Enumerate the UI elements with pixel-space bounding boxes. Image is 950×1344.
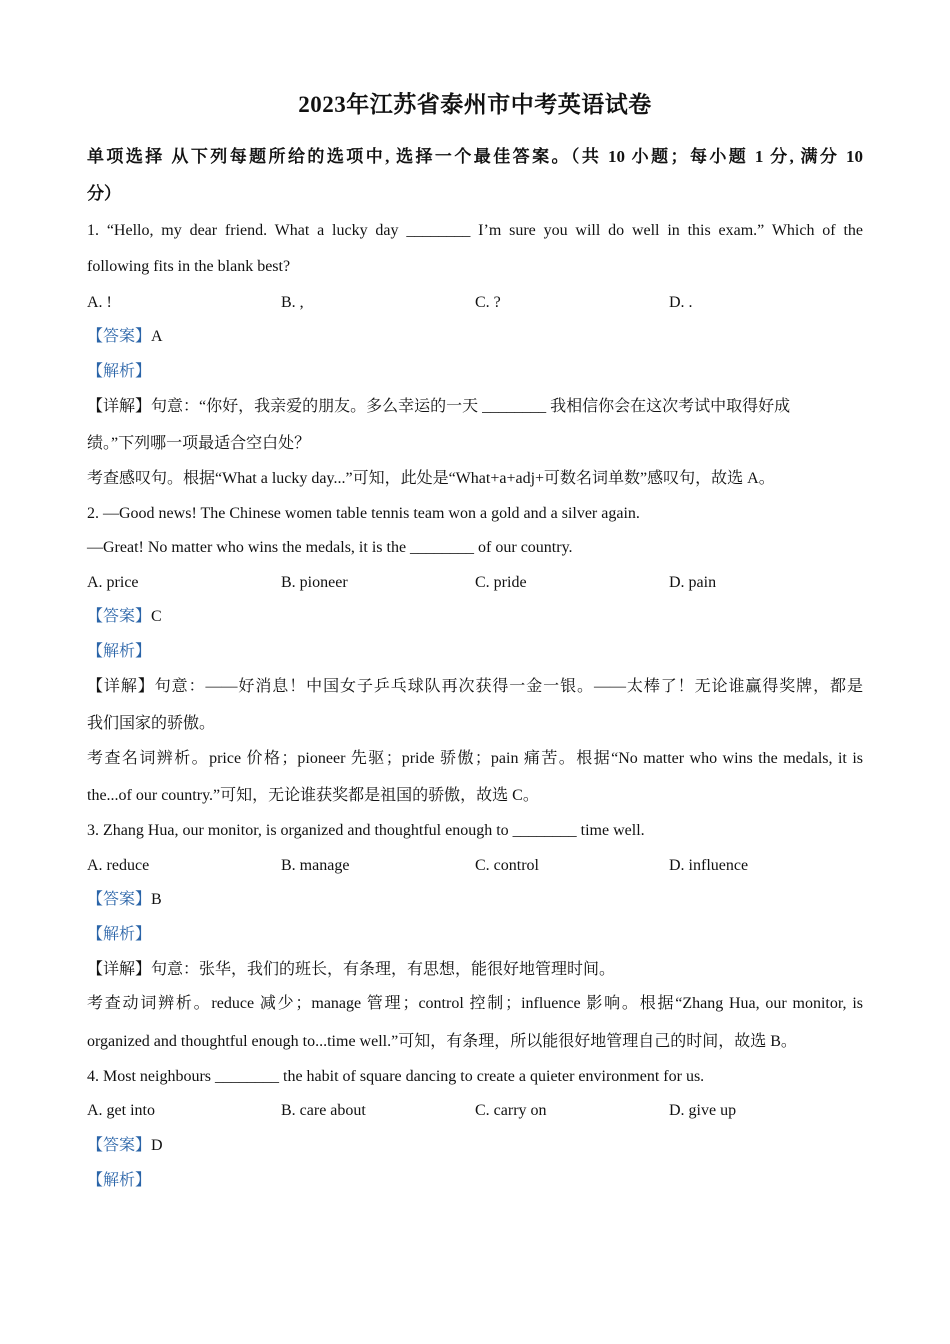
q3-option-c: C. control [475,857,539,874]
detail-label: 【详解】 [87,678,155,695]
analysis-label: 【解析】 [87,643,152,660]
analysis-label: 【解析】 [87,926,152,943]
answer-value: D [151,1137,163,1154]
q4-stem-line-1: 4. Most neighbours ________ the habit of square dancing to create a quieter environment for us. [87,1068,705,1085]
q3-detail-line-1 [87,960,863,980]
q1-option-a: A. ! [87,294,112,311]
q4-option-a: A. get into [87,1102,155,1119]
q2-option-c: C. pride [475,574,527,591]
detail-label: 【详解】 [87,398,152,415]
analysis-label: 【解析】 [87,363,152,380]
instructions-line-1: 单项选择 从下列每题所给的选项中, 选择一个最佳答案。（共 10 小题；每小题 1 分, 满分 10 [87,147,863,166]
q3-option-a: A. reduce [87,857,150,874]
q4-answer [87,1136,863,1156]
instructions-line-2: 分） [87,184,121,203]
q3-answer [87,890,863,910]
q1-analysis [87,362,863,382]
q1-detail-line-1 [87,397,863,417]
q1-explain-line-1: 考查感叹句。根据“What a lucky day...”可知，此处是“What+a+adj+可数名词单数”感叹句，故选 A。 [87,470,775,487]
q2-answer [87,607,863,627]
q2-option-a: A. price [87,574,139,591]
answer-label: 【答案】 [87,1137,152,1154]
q1-option-c: C. ? [475,294,501,311]
page-title: 2023年江苏省泰州市中考英语试卷 [298,92,652,117]
q1-option-d: D. . [669,294,693,311]
q3-analysis [87,925,863,945]
answer-value: C [151,608,162,625]
q3-option-b: B. manage [281,857,350,874]
q2-explain-line-2: the...of our country.”可知，无论谁获奖都是祖国的骄傲，故选 C。 [87,787,539,804]
q3-explain-line-2: organized and thoughtful enough to...time well.”可知，有条理，所以能很好地管理自己的时间，故选 B。 [87,1033,797,1050]
q2-option-d: D. pain [669,574,717,591]
answer-value: B [151,891,162,908]
detail-text: 句意：——好消息！中国女子乒乓球队再次获得一金一银。——太棒了！无论谁赢得奖牌，都是 [154,678,863,695]
q4-option-c: C. carry on [475,1102,547,1119]
answer-label: 【答案】 [87,328,152,345]
q2-analysis [87,642,863,662]
q4-analysis [87,1171,863,1191]
q1-stem-line-1: 1. “Hello, my dear friend. What a lucky day ________ I’m sure you will do well in this exam.” Which of the [87,222,863,239]
analysis-label: 【解析】 [87,1172,152,1189]
q1-detail-line-2: 绩。”下列哪一项最适合空白处？ [87,435,311,452]
q1-option-b: B. , [281,294,304,311]
q1-answer [87,327,863,347]
q1-stem-line-2: following fits in the blank best? [87,258,291,275]
q4-option-b: B. care about [281,1102,366,1119]
q2-detail-line-1 [87,677,863,697]
q3-option-d: D. influence [669,857,749,874]
q2-stem-line-2: —Great! No matter who wins the medals, it is the ________ of our country. [87,539,573,556]
detail-label: 【详解】 [87,961,152,978]
q4-option-d: D. give up [669,1102,737,1119]
q3-explain-line-1: 考查动词辨析。reduce 减少；manage 管理；control 控制；influence 影响。根据“Zhang Hua, our monitor, is [87,995,863,1012]
answer-value: A [151,328,163,345]
q3-stem-line-1: 3. Zhang Hua, our monitor, is organized and thoughtful enough to ________ time well. [87,822,645,839]
answer-label: 【答案】 [87,608,152,625]
answer-label: 【答案】 [87,891,152,908]
q2-detail-line-2: 我们国家的骄傲。 [87,715,216,732]
q2-explain-line-1: 考查名词辨析。price 价格；pioneer 先驱；pride 骄傲；pain 痛苦。根据“No matter who wins the medals, it is [87,750,863,767]
detail-text: 句意：张华，我们的班长，有条理，有思想，能很好地管理时间。 [151,961,616,978]
detail-text: 句意：“你好，我亲爱的朋友。多么幸运的一天 ________ 我相信你会在这次考试中取得好成 [151,398,791,415]
q2-stem-line-1: 2. —Good news! The Chinese women table tennis team won a gold and a silver again. [87,505,640,522]
q2-option-b: B. pioneer [281,574,348,591]
